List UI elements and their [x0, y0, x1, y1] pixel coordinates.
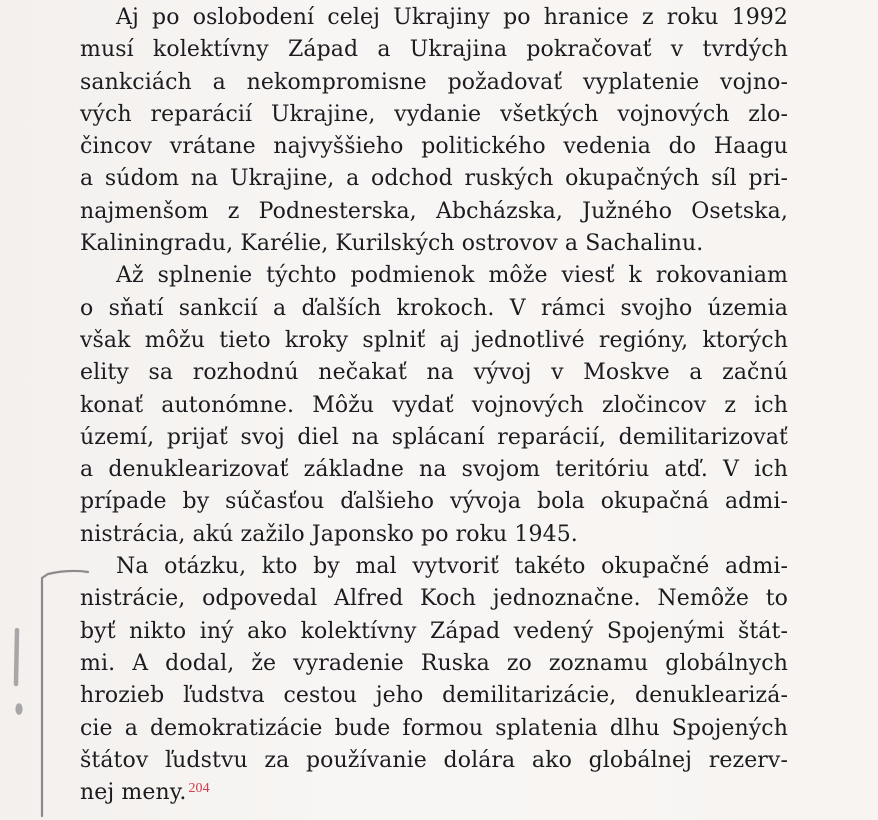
text-line: však môžu tieto kroky splniť aj jednotlivé regióny, ktorých [80, 327, 788, 353]
pencil-stroke-mark [10, 628, 24, 688]
text-line: najmenšom z Podnesterska, Abcházska, Južného Osetska, [80, 198, 788, 224]
text-line: prípade by súčasťou ďalšieho vývoja bola okupačná admi- [80, 489, 788, 515]
text-line: sankciách a nekompromisne požadovať vyplatenie vojno- [80, 69, 788, 95]
text-line: nistrácie, odpovedal Alfred Koch jednoznačne. Nemôže to [80, 586, 788, 612]
text-line: musí kolektívny Západ a Ukrajina pokračovať v tvrdých [80, 37, 788, 63]
text-line: konať autonómne. Môžu vydať vojnových zločincov z ich [80, 392, 788, 418]
text-line: vých reparácií Ukrajine, vydanie všetkých vojnových zlo- [80, 101, 788, 127]
text-line: a súdom na Ukrajine, a odchod ruských okupačných síl pri- [80, 166, 788, 192]
footnote-reference[interactable]: 204 [188, 781, 210, 797]
paragraph-1 [80, 2, 788, 260]
text-line: čincov vrátane najvyššieho politického vedenia do Haagu [80, 134, 788, 160]
text-line: o sňatí sankcií a ďalších krokoch. V rámci svojho územia [80, 295, 788, 321]
pencil-dot-mark [13, 700, 25, 718]
pencil-bracket-mark [36, 568, 96, 820]
text-line: Až splnenie týchto podmienok môže viesť k rokovaniam [116, 263, 788, 289]
text-line: Aj po oslobodení celej Ukrajiny po hranice z roku 1992 [116, 5, 788, 30]
paragraph-3 [80, 551, 788, 809]
text-line: Na otázku, kto by mal vytvoriť takéto okupačné admi- [116, 554, 788, 580]
text-line: mi. A dodal, že vyradenie Ruska zo zoznamu globálnych [80, 650, 788, 676]
text-line: nistrácia, akú zažilo Japonsko po roku 1945. [80, 521, 578, 547]
text-line: území, prijať svoj diel na splácaní reparácií, demilitarizovať [80, 424, 788, 450]
text-line: štátov ľudstvu za používanie dolára ako globálnej rezerv- [80, 747, 788, 773]
body-text [80, 2, 788, 809]
text-line: elity sa rozhodnú nečakať na vývoj v Moskve a začnú [80, 360, 788, 386]
text-line: byť nikto iný ako kolektívny Západ vedený Spojenými štát- [80, 618, 788, 644]
text-line: a denuklearizovať základne na svojom teritóriu atď. V ich [80, 457, 788, 483]
text-line: Kaliningradu, Karélie, Kurilských ostrovov a Sachalinu. [80, 231, 704, 257]
text-line: cie a demokratizácie bude formou splatenia dlhu Spojených [80, 715, 788, 741]
paragraph-2 [80, 260, 788, 551]
text-line: hrozieb ľudstva cestou jeho demilitarizácie, denuklearizá- [80, 683, 788, 709]
text-line-last [80, 777, 788, 809]
text-line-content: nej meny. [80, 780, 187, 806]
